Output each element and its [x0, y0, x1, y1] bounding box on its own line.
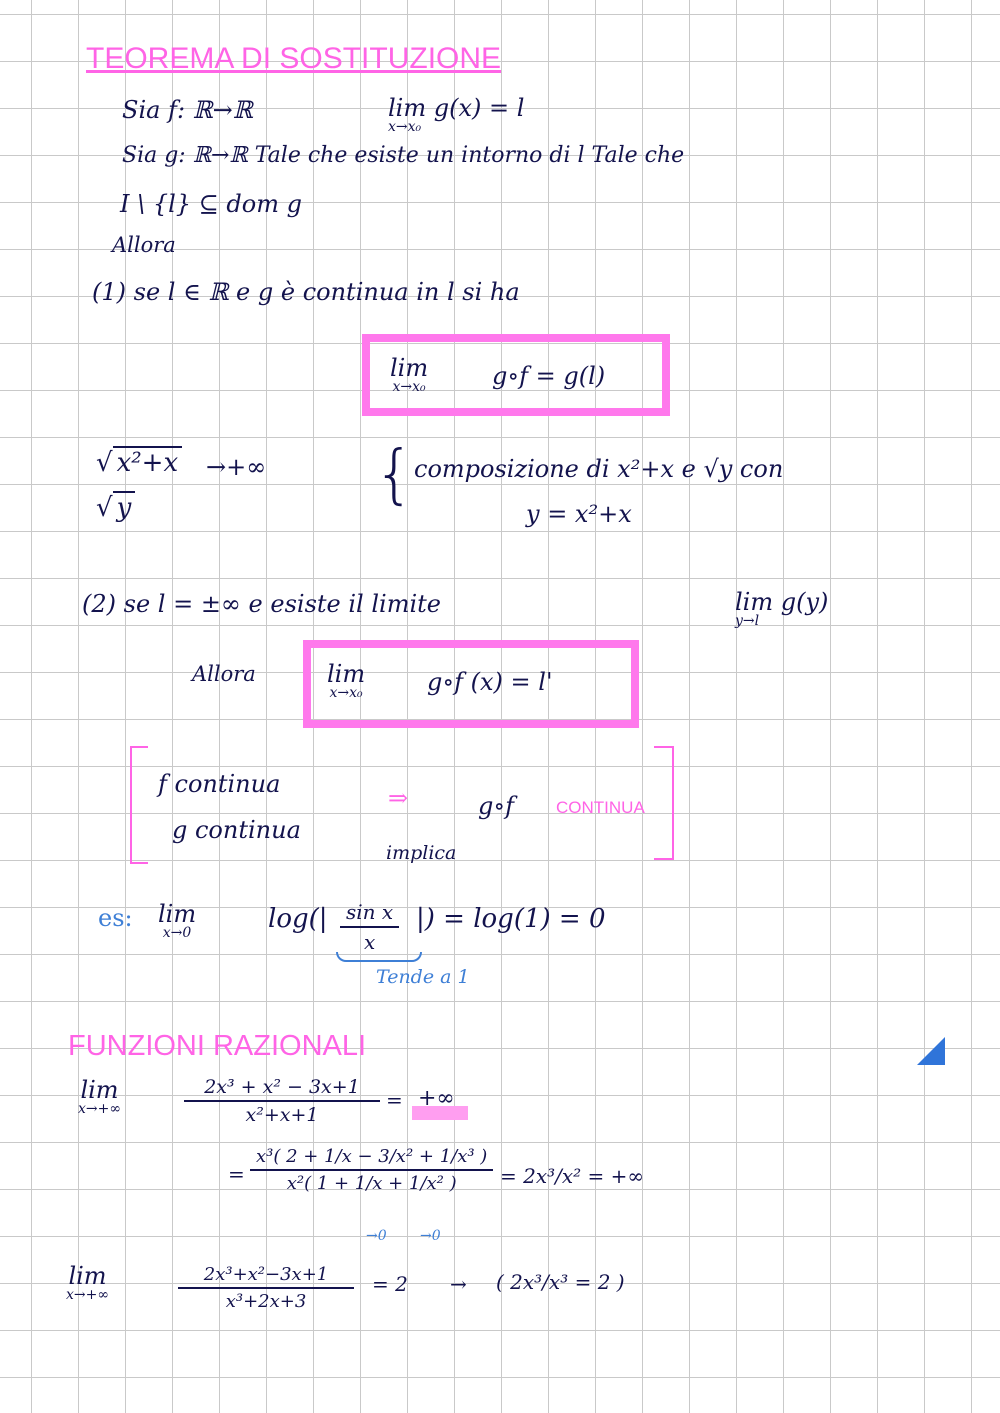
continua-pink: CONTINUA [556, 798, 645, 817]
g-continua: g continua [172, 816, 301, 844]
right-bracket [654, 746, 674, 860]
box2-sub: x→x₀ [329, 685, 363, 701]
es-denominator: x [363, 930, 376, 954]
r2-zero-2: →0 [420, 1228, 441, 1244]
es-limit [158, 902, 196, 940]
implies-arrow: ⇒ [388, 784, 409, 812]
r2-equals: = [228, 1162, 245, 1186]
r2-fraction [250, 1146, 493, 1194]
curly-brace: { [374, 438, 415, 512]
es-sub: x→0 [162, 925, 192, 941]
case2-limit-sub: y→l [735, 613, 760, 629]
sqrt-y: √ y [96, 493, 135, 523]
sqrt-radicand: x²+x [113, 446, 183, 478]
section-title: TEOREMA DI SOSTITUZIONE [86, 42, 502, 75]
case-2-text: (2) se l = ±∞ e esiste il limite [82, 590, 441, 618]
sqrt-expr: √ x²+x [96, 448, 182, 478]
es-fraction [340, 900, 399, 954]
es-lim: lim [158, 900, 197, 928]
composition-y: y = x²+x [526, 500, 632, 528]
r3-note: ( 2x³/x³ = 2 ) [496, 1270, 625, 1294]
es-label: es: [98, 904, 133, 932]
sqrt-y-radicand: y [113, 491, 136, 523]
hypothesis-f: Sia f: ℝ→ℝ [122, 96, 253, 124]
r2-denominator: x²( 1 + 1/x + 1/x² ) [286, 1173, 457, 1194]
r2-zero-1: →0 [366, 1228, 387, 1244]
r1-limit [78, 1078, 121, 1116]
box1-expr: g∘f = g(l) [492, 362, 606, 390]
hypothesis-limit-sub: x→x₀ [388, 119, 422, 135]
r3-arrow: → [450, 1272, 467, 1296]
box1-sub: x→x₀ [392, 379, 426, 395]
left-bracket [130, 746, 148, 864]
box2-expr: g∘f (x) = l' [427, 668, 553, 696]
r1-result: +∞ [418, 1086, 455, 1111]
case2-limit-expr: lim g(y) [735, 588, 829, 616]
gof-label: g∘f [478, 792, 515, 820]
allora-label-2: Allora [192, 662, 256, 686]
box1-lim: lim [390, 354, 429, 382]
es-numerator: sin x [340, 900, 399, 928]
case-1-text: (1) se l ∈ ℝ e g è continua in l si ha [92, 278, 520, 306]
r3-limit [66, 1264, 109, 1302]
hypothesis-limit [388, 96, 524, 134]
f-continua: f continua [158, 770, 281, 798]
box1-limit [390, 356, 428, 394]
sqrt-arrow: →+∞ [206, 453, 267, 481]
es-log-close: |) = log(1) = 0 [416, 904, 606, 934]
es-note: Tende a 1 [376, 966, 470, 988]
r3-sub: x→+∞ [66, 1287, 110, 1303]
hypothesis-g: Sia g: ℝ→ℝ Tale che esiste un intorno di l Tale che [122, 143, 685, 168]
box2-lim: lim [327, 660, 366, 688]
box2-limit [327, 662, 365, 700]
result-box-2 [303, 640, 639, 728]
r3-result: = 2 [372, 1272, 408, 1296]
es-log-open: log(| [268, 904, 328, 934]
r2-numerator: x³( 2 + 1/x − 3/x² + 1/x³ ) [250, 1146, 493, 1171]
r3-numerator: 2x³+x²−3x+1 [178, 1264, 354, 1289]
r3-fraction [178, 1264, 354, 1312]
r1-sub: x→+∞ [78, 1101, 122, 1117]
r2-right: = 2x³/x² = +∞ [500, 1164, 645, 1188]
r1-fraction [184, 1076, 380, 1126]
r1-numerator: 2x³ + x² − 3x+1 [184, 1076, 380, 1102]
result-box-1 [362, 334, 670, 416]
section-title-2: FUNZIONI RAZIONALI [68, 1030, 367, 1062]
allora-label: Allora [112, 233, 176, 257]
r3-denominator: x³+2x+3 [225, 1291, 307, 1312]
underbrace [336, 952, 422, 962]
r1-equals: = [386, 1088, 403, 1112]
case2-limit [735, 590, 828, 628]
hypothesis-domain: I \ {l} ⊆ dom g [120, 190, 302, 218]
composition-text: composizione di x²+x e √y con [414, 455, 784, 483]
r1-denominator: x²+x+1 [245, 1104, 319, 1126]
implica-label: implica [386, 842, 457, 864]
page-corner-marker [917, 1037, 945, 1065]
r1-lim: lim [80, 1076, 119, 1104]
hypothesis-limit-expr: lim g(x) = l [388, 94, 525, 122]
r3-lim: lim [68, 1262, 107, 1290]
